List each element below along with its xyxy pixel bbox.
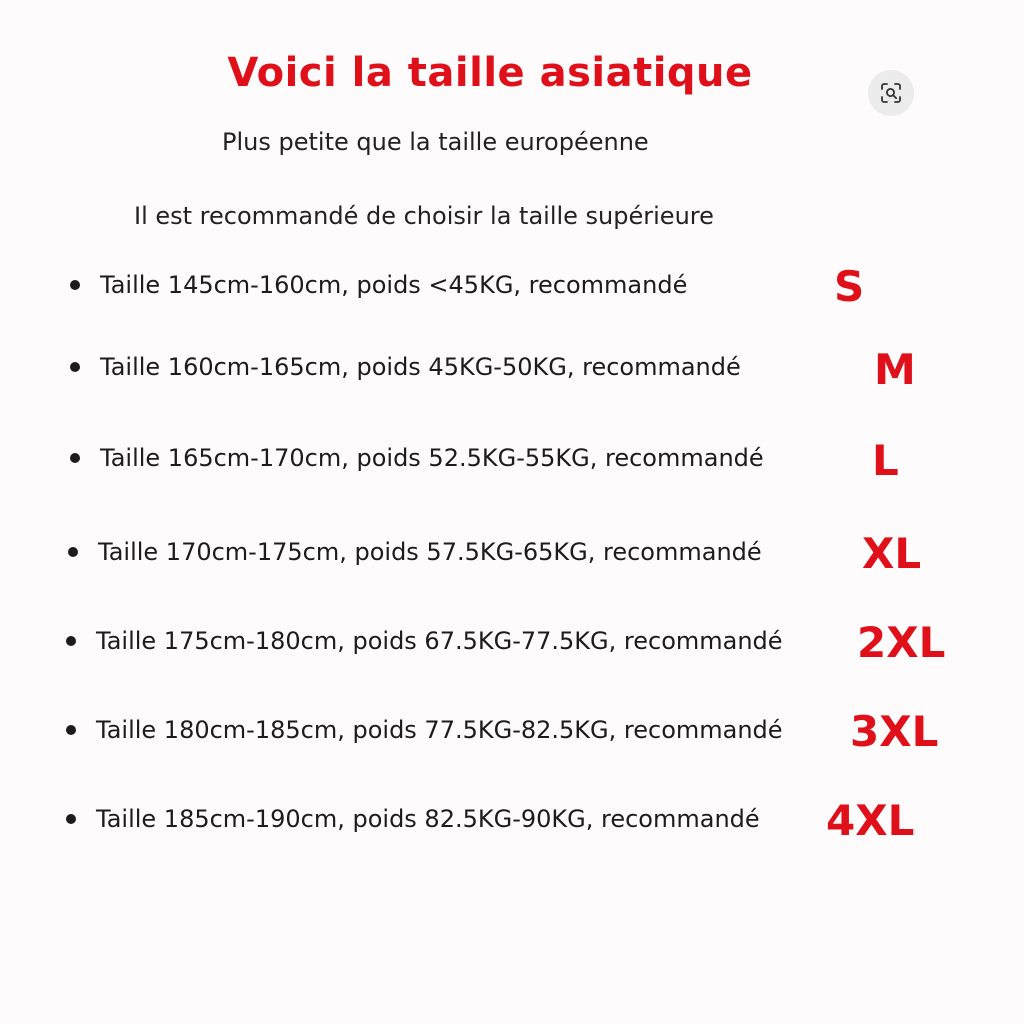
list-item xyxy=(70,444,764,472)
bullet-icon xyxy=(66,636,76,646)
size-row-text: Taille 165cm-170cm, poids 52.5KG-55KG, recommandé xyxy=(100,444,764,472)
size-row-text: Taille 185cm-190cm, poids 82.5KG-90KG, recommandé xyxy=(96,805,760,833)
recommendation-note: Il est recommandé de choisir la taille supérieure xyxy=(134,202,714,230)
page-title: Voici la taille asiatique xyxy=(227,50,753,96)
size-label: XL xyxy=(862,529,922,578)
bullet-icon xyxy=(66,814,76,824)
list-item xyxy=(66,805,760,833)
size-row-text: Taille 180cm-185cm, poids 77.5KG-82.5KG, recommandé xyxy=(96,716,783,744)
list-item xyxy=(66,627,783,655)
list-item xyxy=(70,353,741,381)
size-label: S xyxy=(834,262,865,311)
bullet-icon xyxy=(66,725,76,735)
bullet-icon xyxy=(70,362,80,372)
list-item xyxy=(70,271,687,299)
bullet-icon xyxy=(70,453,80,463)
visual-search-icon xyxy=(879,81,903,105)
size-row-text: Taille 160cm-165cm, poids 45KG-50KG, recommandé xyxy=(100,353,741,381)
size-label: 2XL xyxy=(857,618,946,667)
size-row-text: Taille 170cm-175cm, poids 57.5KG-65KG, recommandé xyxy=(98,538,762,566)
size-label: 3XL xyxy=(850,707,939,756)
size-row-text: Taille 175cm-180cm, poids 67.5KG-77.5KG, recommandé xyxy=(96,627,783,655)
size-label: 4XL xyxy=(826,796,915,845)
bullet-icon xyxy=(70,280,80,290)
subtitle: Plus petite que la taille européenne xyxy=(222,128,649,156)
size-label: L xyxy=(872,436,899,485)
size-row-text: Taille 145cm-160cm, poids <45KG, recommandé xyxy=(100,271,688,299)
bullet-icon xyxy=(68,547,78,557)
list-item xyxy=(68,538,762,566)
size-label: M xyxy=(874,345,916,394)
visual-search-button[interactable] xyxy=(868,70,914,116)
list-item xyxy=(66,716,783,744)
